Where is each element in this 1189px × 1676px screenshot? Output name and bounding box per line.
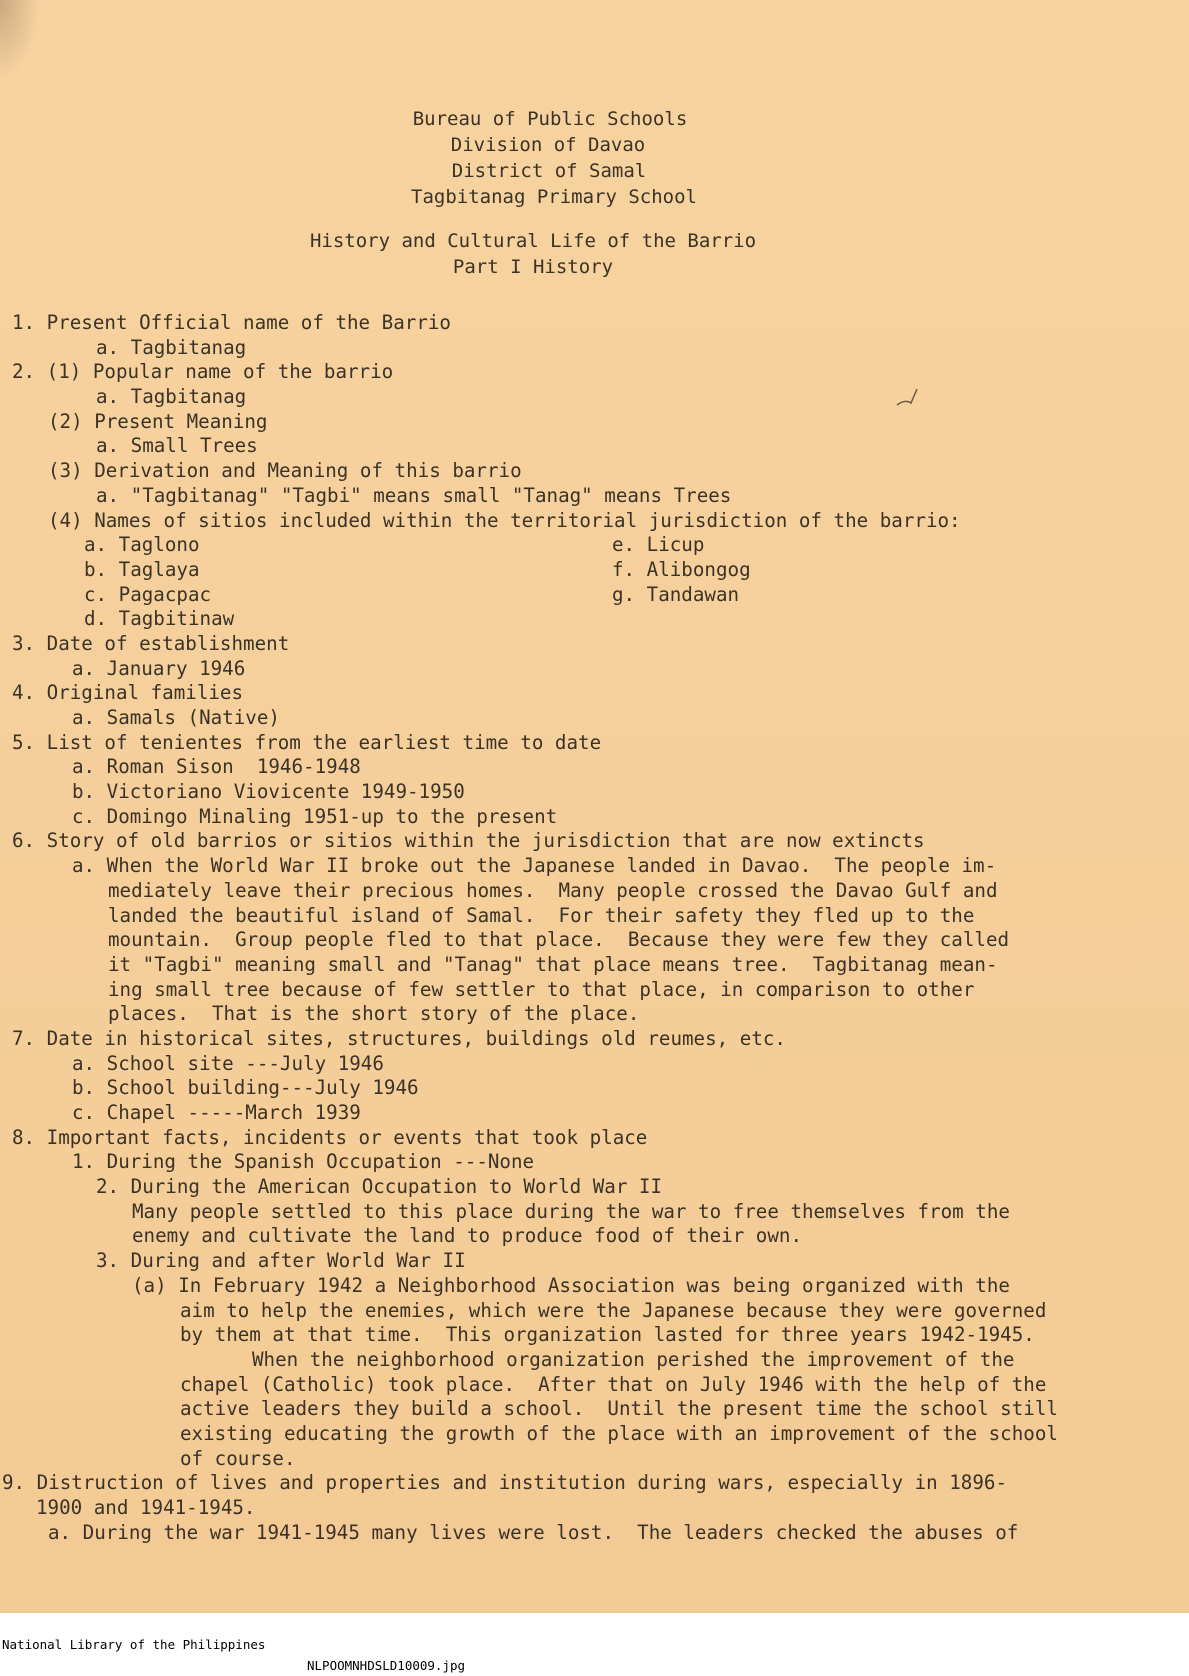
item-7c: c. Chapel -----March 1939 (72, 1101, 361, 1124)
item-7: 7. Date in historical sites, structures, buildings old reumes, etc. (12, 1026, 786, 1050)
item-7b: b. School building---July 1946 (72, 1076, 419, 1100)
item-4: 4. Original families (12, 681, 244, 705)
item-9-cont: 1900 and 1941-1945. (36, 1496, 256, 1519)
item-8-1: 1. During the Spanish Occupation ---None (72, 1150, 535, 1174)
item-2-1a: a. Tagbitanag (96, 385, 247, 409)
item-8-3a-text: chapel (Catholic) took place. After that on July 1946 with the help of the (180, 1372, 1047, 1396)
sitio-item: g. Tandawan (612, 582, 740, 606)
sitio-item: d. Tagbitinaw (84, 607, 235, 631)
file-name: NLPOOMNHDSLD10009.jpg (307, 1658, 466, 1673)
item-3: 3. Date of establishment (12, 631, 290, 655)
letterhead (0, 106, 1100, 210)
library-credit: National Library of the Philippines (2, 1637, 266, 1652)
item-9a: a. During the war 1941-1945 many lives were lost. The leaders checked the abuses of (48, 1520, 1019, 1544)
item-1: 1. Present Official name of the Barrio (12, 311, 451, 334)
header-line-school: Tagbitanag Primary School (411, 186, 697, 208)
item-8-2-text: Many people settled to this place during the war to free themselves from the (132, 1199, 1010, 1223)
item-8: 8. Important facts, incidents or events that took place (12, 1125, 648, 1149)
item-4a: a. Samals (Native) (72, 706, 280, 729)
item-8-3: 3. During and after World War II (96, 1249, 466, 1273)
sitio-item: c. Pagacpac (84, 582, 212, 606)
item-6a-text: landed the beautiful island of Samal. For their safety they fled up to the (108, 903, 975, 927)
item-6a-text: mediately leave their precious homes. Many people crossed the Davao Gulf and (108, 878, 998, 902)
item-5: 5. List of tenientes from the earliest time to date (12, 730, 602, 754)
item-5a: a. Roman Sison 1946-1948 (72, 755, 361, 779)
sitios-row (12, 583, 1172, 608)
item-5c: c. Domingo Minaling 1951-up to the present (72, 804, 558, 828)
item-8-3a: (a) In February 1942 a Neighborhood Association was being organized with the (132, 1273, 1010, 1297)
item-8-2: 2. During the American Occupation to World War II (96, 1175, 663, 1199)
item-3a: a. January 1946 (72, 656, 246, 680)
item-2-3: (3) Derivation and Meaning of this barrio (48, 459, 522, 483)
item-9: 9. Distruction of lives and properties and institution during wars, especially in 1896- (2, 1471, 1008, 1495)
item-6a: a. When the World War II broke out the Japanese landed in Davao. The people im- (72, 854, 997, 878)
sitio-item: f. Alibongog (612, 557, 751, 581)
header-line-division: Division of Davao (450, 134, 646, 156)
sitio-item: b. Taglaya (84, 557, 200, 581)
scan-footer (0, 1613, 1189, 1673)
item-2-2: (2) Present Meaning (48, 409, 268, 433)
item-8-3a-text: by them at that time. This organization lasted for three years 1942-1945. (180, 1323, 1035, 1347)
header-line-district: District of Samal (451, 160, 647, 182)
item-8-2-text: enemy and cultivate the land to produce food of their own. (132, 1224, 803, 1248)
item-8-3a-text: active leaders they build a school. Until the present time the school still (180, 1397, 1058, 1421)
item-8-3a-text: existing educating the growth of the place with an improvement of the school (180, 1421, 1058, 1445)
item-8-3a-text: of course. (180, 1446, 296, 1470)
sitios-row (12, 607, 1172, 632)
item-2-2a: a. Small Trees (96, 434, 258, 458)
item-2: 2. (1) Popular name of the barrio (12, 360, 394, 384)
sitios-row (12, 558, 1172, 583)
item-6a-text: it "Tagbi" meaning small and "Tanag" that place means tree. Tagbitanag mean- (108, 952, 998, 976)
sitios-row (12, 533, 1172, 558)
item-6a-text: places. That is the short story of the place. (108, 1002, 640, 1026)
item-6: 6. Story of old barrios or sitios within the jurisdiction that are now extincts (12, 829, 925, 853)
item-5b: b. Victoriano Viovicente 1949-1950 (72, 780, 465, 804)
sitio-item: a. Taglono (84, 533, 200, 557)
subtitle-line: Part I History (452, 256, 614, 278)
item-8-3a-text: When the neighborhood organization perished the improvement of the (252, 1347, 1015, 1371)
header-line-bureau: Bureau of Public Schools (412, 108, 688, 130)
item-6a-text: mountain. Group people fled to that place. Because they were few they called (108, 928, 1010, 952)
item-1a: a. Tagbitanag (96, 335, 247, 359)
item-7a: a. School site ---July 1946 (72, 1051, 384, 1075)
item-2-3a: a. "Tagbitanag" "Tagbi" means small "Tanag" means Trees (96, 483, 732, 507)
document-title (0, 228, 1066, 280)
item-6a-text: ing small tree because of few settler to that place, in comparison to other (108, 977, 975, 1001)
item-2-4: (4) Names of sitios included within the territorial jurisdiction of the barrio: (48, 508, 961, 532)
document-body (2, 311, 1172, 1545)
title-line: History and Cultural Life of the Barrio (309, 230, 757, 252)
item-8-3a-text: aim to help the enemies, which were the Japanese because they were governed (180, 1298, 1047, 1322)
sitio-item: e. Licup (612, 533, 705, 557)
